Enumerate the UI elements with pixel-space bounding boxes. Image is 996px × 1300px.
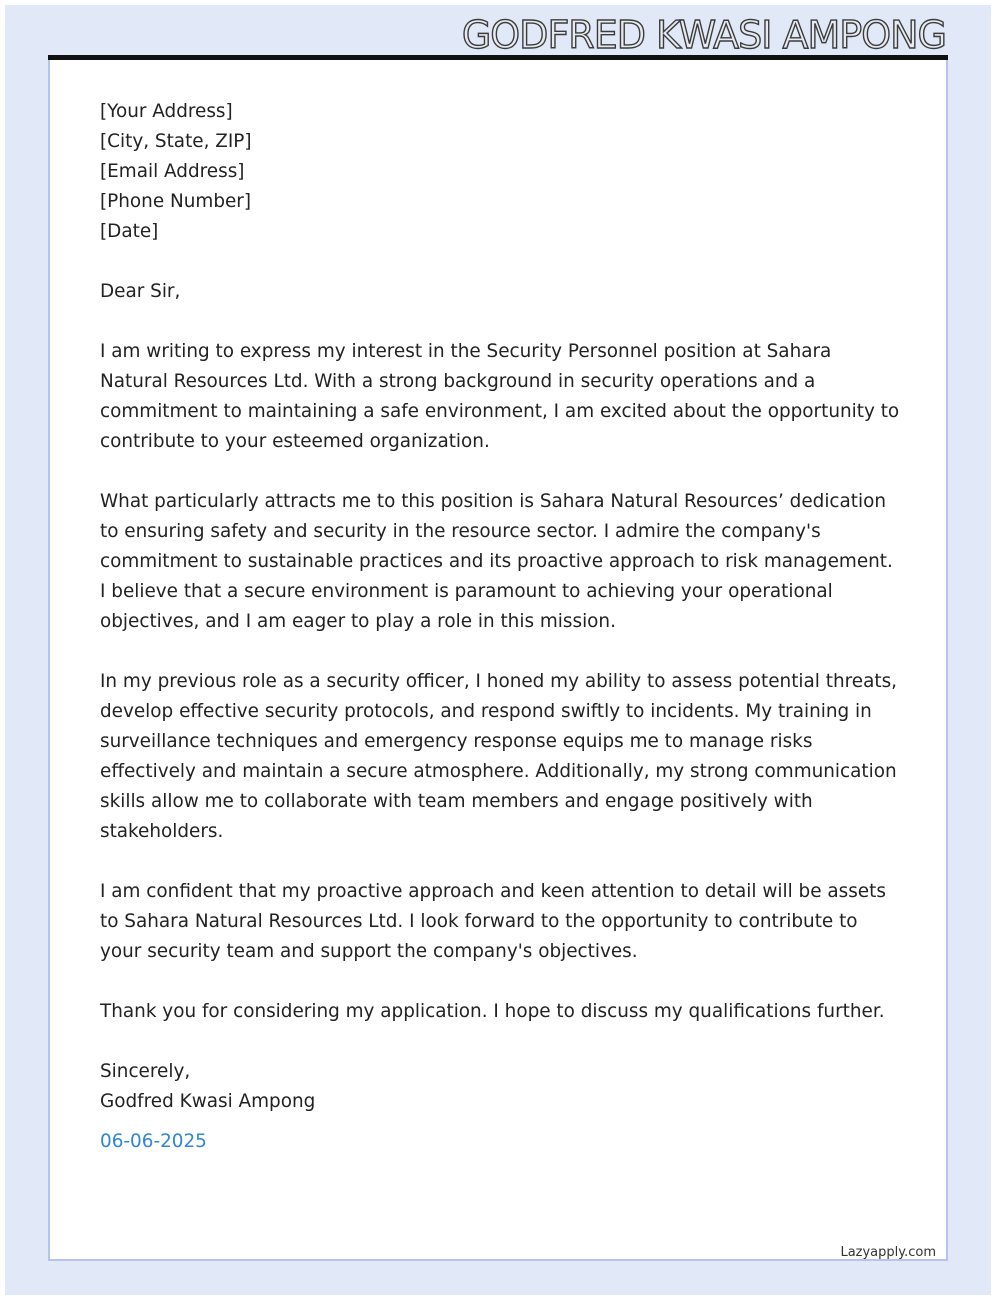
body-paragraph-1: I am writing to express my interest in the Security Personnel position at Sahara Natural Resources Ltd. With a strong background in security operations and a commitment to maintaining a safe environment, I am excited about the opportunity to contribute to your esteemed organization. bbox=[100, 341, 900, 452]
applicant-name-header: GODFRED KWASI AMPONG bbox=[461, 13, 946, 57]
letter-date: 06-06-2025 bbox=[100, 1131, 207, 1152]
salutation: Dear Sir, bbox=[100, 281, 181, 302]
signoff-block bbox=[100, 1057, 900, 1117]
sender-phone: [Phone Number] bbox=[100, 191, 252, 212]
body-paragraph-5: Thank you for considering my application. I hope to discuss my qualifications further. bbox=[100, 1001, 885, 1022]
body-paragraph-3: In my previous role as a security officer, I honed my ability to assess potential threats, develop effective security protocols, and respond swiftly to incidents. My training in surveillance techniques and emergency response equips me to manage risks effectively and maintain a secure atmosphere. Additionally, my strong communication skills allow me to collaborate with team members and engage positively with stakeholders. bbox=[100, 671, 898, 842]
signature-name: Godfred Kwasi Ampong bbox=[100, 1091, 316, 1112]
valediction: Sincerely, bbox=[100, 1061, 191, 1082]
sender-date: [Date] bbox=[100, 221, 159, 242]
letter-body bbox=[100, 97, 900, 1157]
body-paragraph-2: What particularly attracts me to this position is Sahara Natural Resources’ dedication to ensuring safety and security in the resource sector. I admire the company's commitment to sustainable practices and its proactive approach to risk management. I believe that a secure environment is paramount to achieving your operational objectives, and I am eager to play a role in this mission. bbox=[100, 491, 893, 632]
watermark-text: Lazyapply.com bbox=[840, 1245, 936, 1260]
sender-address-block bbox=[100, 97, 900, 247]
sender-address: [Your Address] bbox=[100, 101, 233, 122]
body-paragraph-4: I am confident that my proactive approach and keen attention to detail will be assets to Sahara Natural Resources Ltd. I look forward to the opportunity to contribute to your security team and support the company's objectives. bbox=[100, 881, 886, 962]
sender-city-state-zip: [City, State, ZIP] bbox=[100, 131, 252, 152]
sender-email: [Email Address] bbox=[100, 161, 245, 182]
